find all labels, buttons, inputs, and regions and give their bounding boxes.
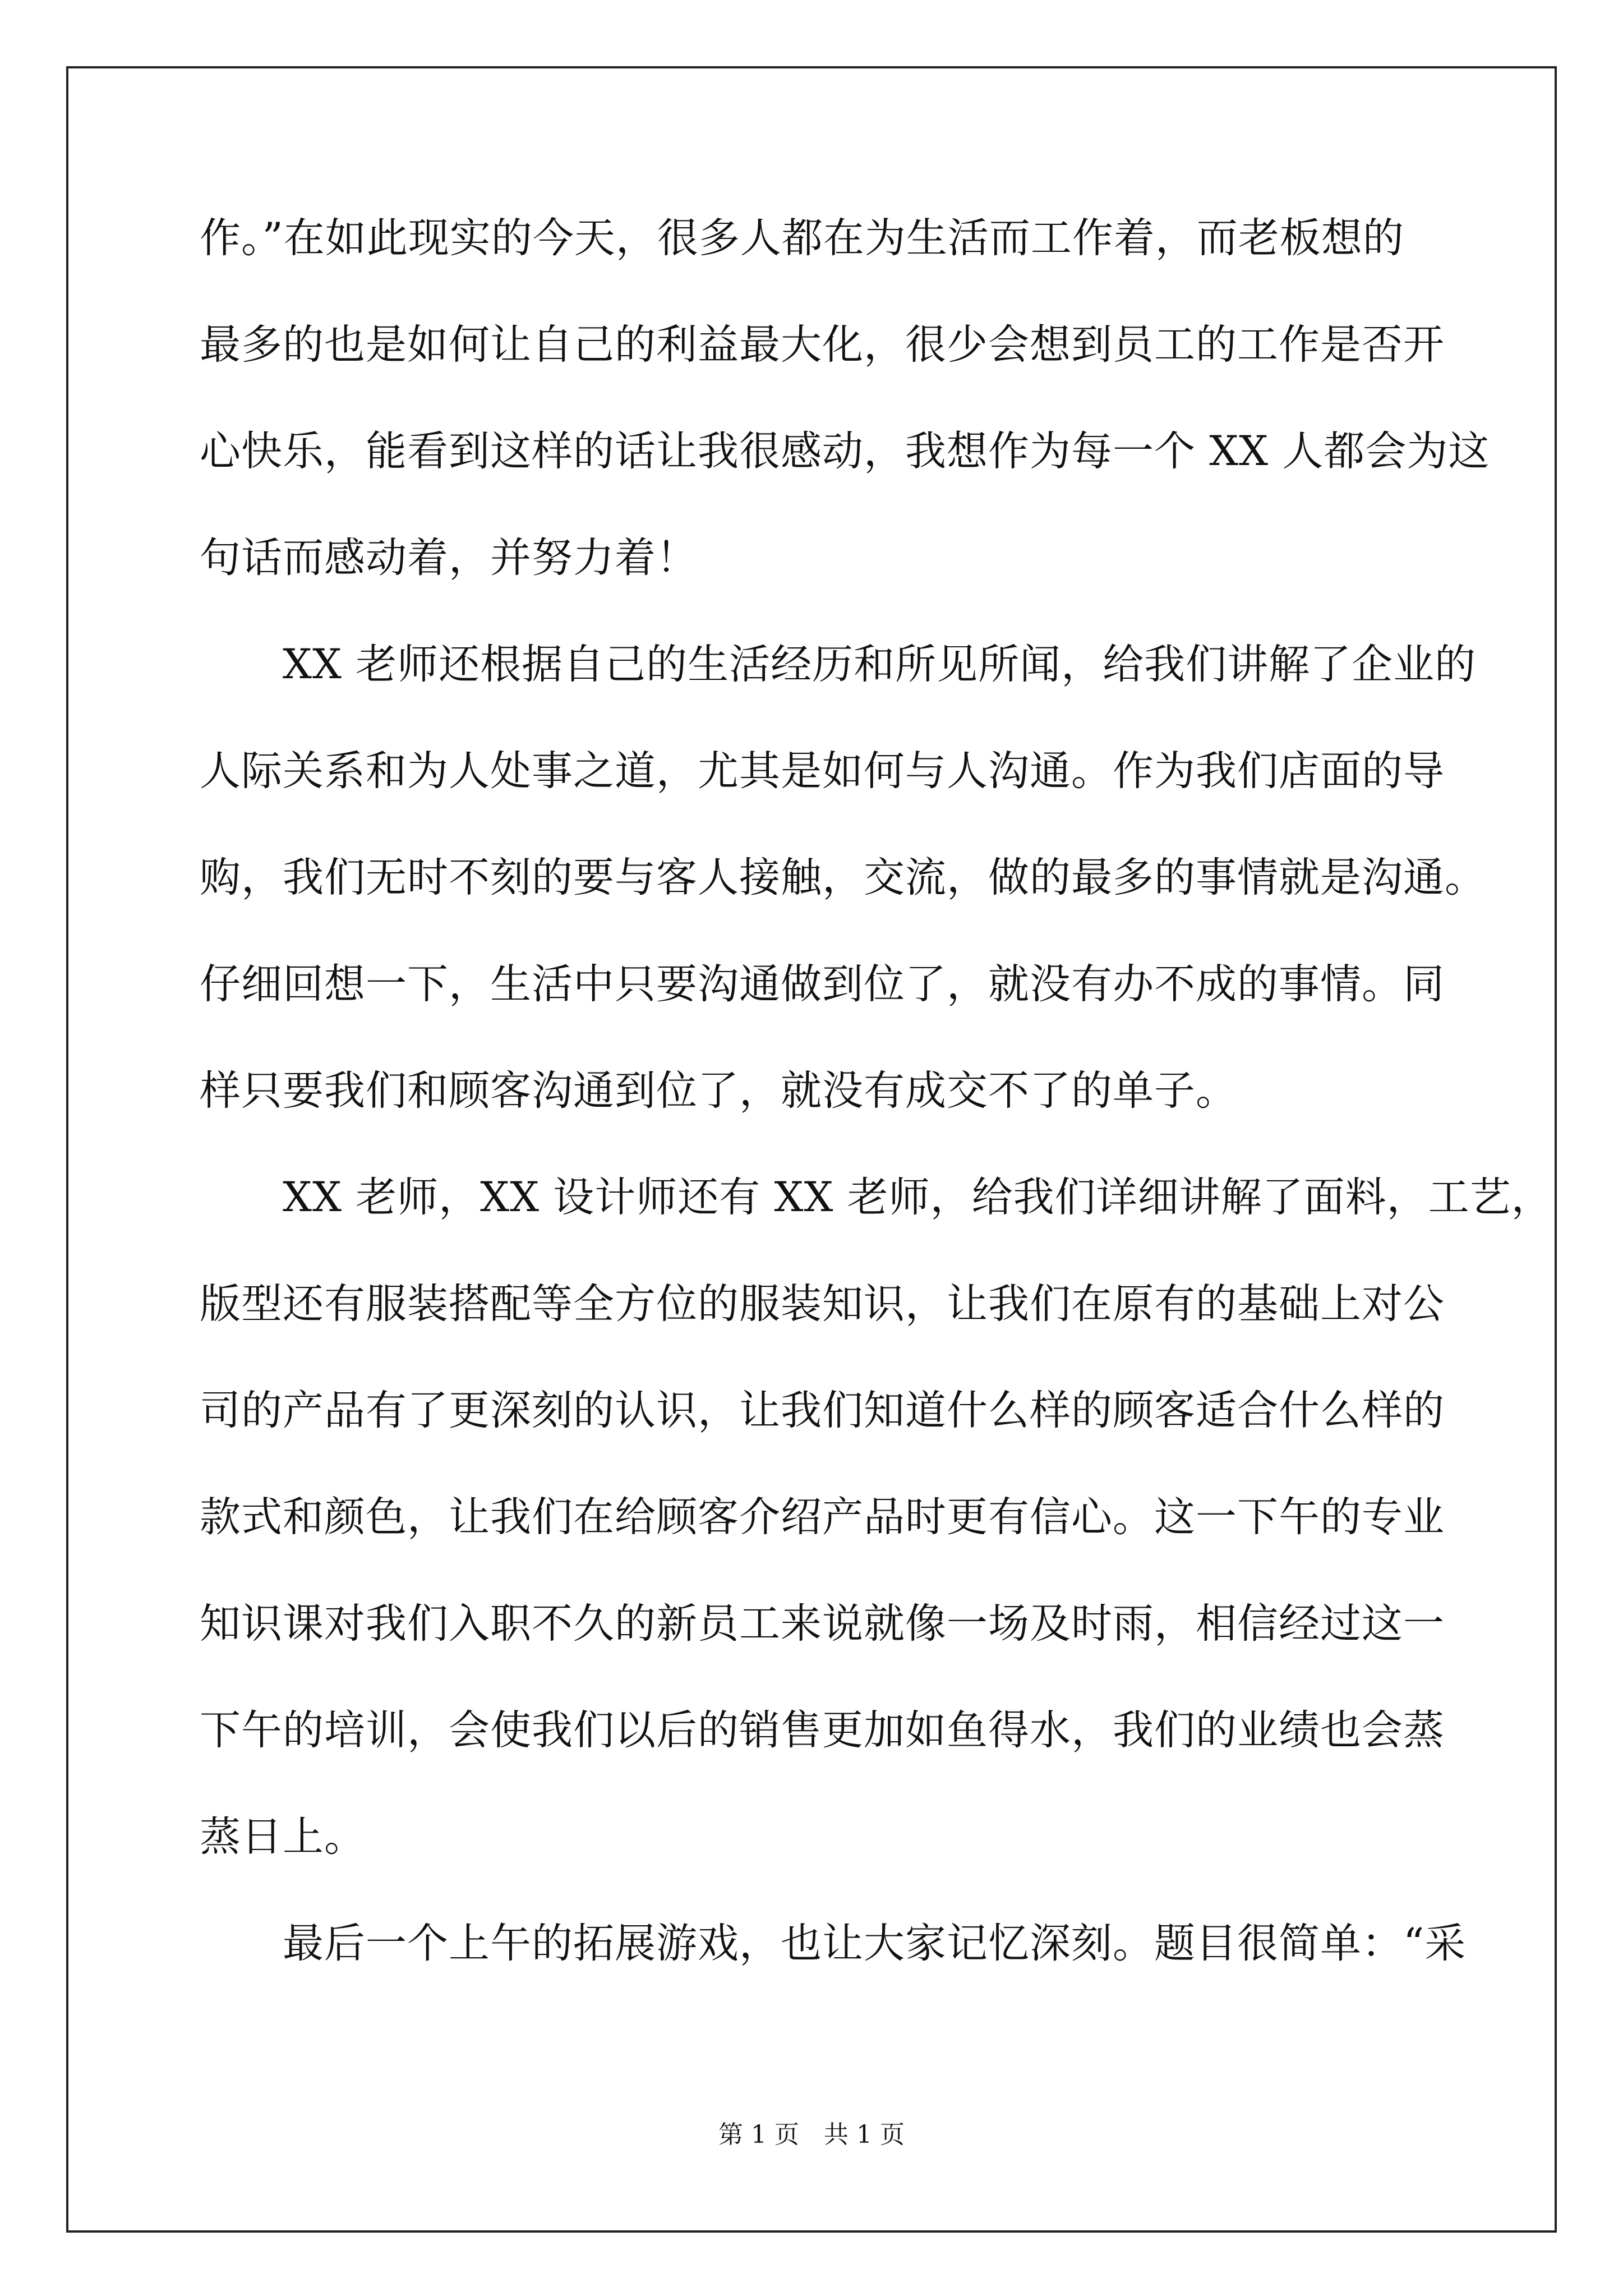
text-line: 作。”在如此现实的今天，很多人都在为生活而工作着，而老板想的 — [200, 214, 1404, 262]
text-line: 人际关系和为人处事之道，尤其是如何与人沟通。作为我们店面的导 — [200, 747, 1445, 795]
text-line: 最后一个上午的拓展游戏，也让大家记忆深刻。题目很简单：“采 — [200, 1920, 1467, 1967]
text-line: XX 老师，XX 设计师还有 XX 老师，给我们详细讲解了面料，工艺， — [200, 1174, 1553, 1221]
text-line: 下午的培训，会使我们以后的销售更加如鱼得水，我们的业绩也会蒸 — [200, 1706, 1445, 1754]
text-line: XX 老师还根据自己的生活经历和所见所闻，给我们讲解了企业的 — [200, 641, 1477, 688]
text-line: 仔细回想一下，生活中只要沟通做到位了，就没有办不成的事情。同 — [200, 960, 1445, 1008]
text-line: 蒸日上。 — [200, 1813, 366, 1861]
page-footer: 第 1 页 共 1 页 — [718, 2120, 905, 2149]
text-line: 购，我们无时不刻的要与客人接触，交流，做的最多的事情就是沟通。 — [200, 854, 1486, 901]
text-line: 版型还有服装搭配等全方位的服装知识，让我们在原有的基础上对公 — [200, 1280, 1445, 1328]
text-line: 样只要我们和顾客沟通到位了，就没有成交不了的单子。 — [200, 1067, 1237, 1115]
page-border — [66, 66, 1557, 2233]
text-line: 最多的也是如何让自己的利益最大化，很少会想到员工的工作是否开 — [200, 321, 1445, 369]
text-line: 司的产品有了更深刻的认识，让我们知道什么样的顾客适合什么样的 — [200, 1387, 1445, 1434]
text-line: 知识课对我们入职不久的新员工来说就像一场及时雨，相信经过这一 — [200, 1600, 1445, 1648]
text-line: 心快乐，能看到这样的话让我很感动，我想作为每一个 XX 人都会为这 — [200, 427, 1490, 475]
text-line: 句话而感动着，并努力着！ — [200, 534, 698, 582]
text-line: 款式和颜色，让我们在给顾客介绍产品时更有信心。这一下午的专业 — [200, 1493, 1445, 1541]
